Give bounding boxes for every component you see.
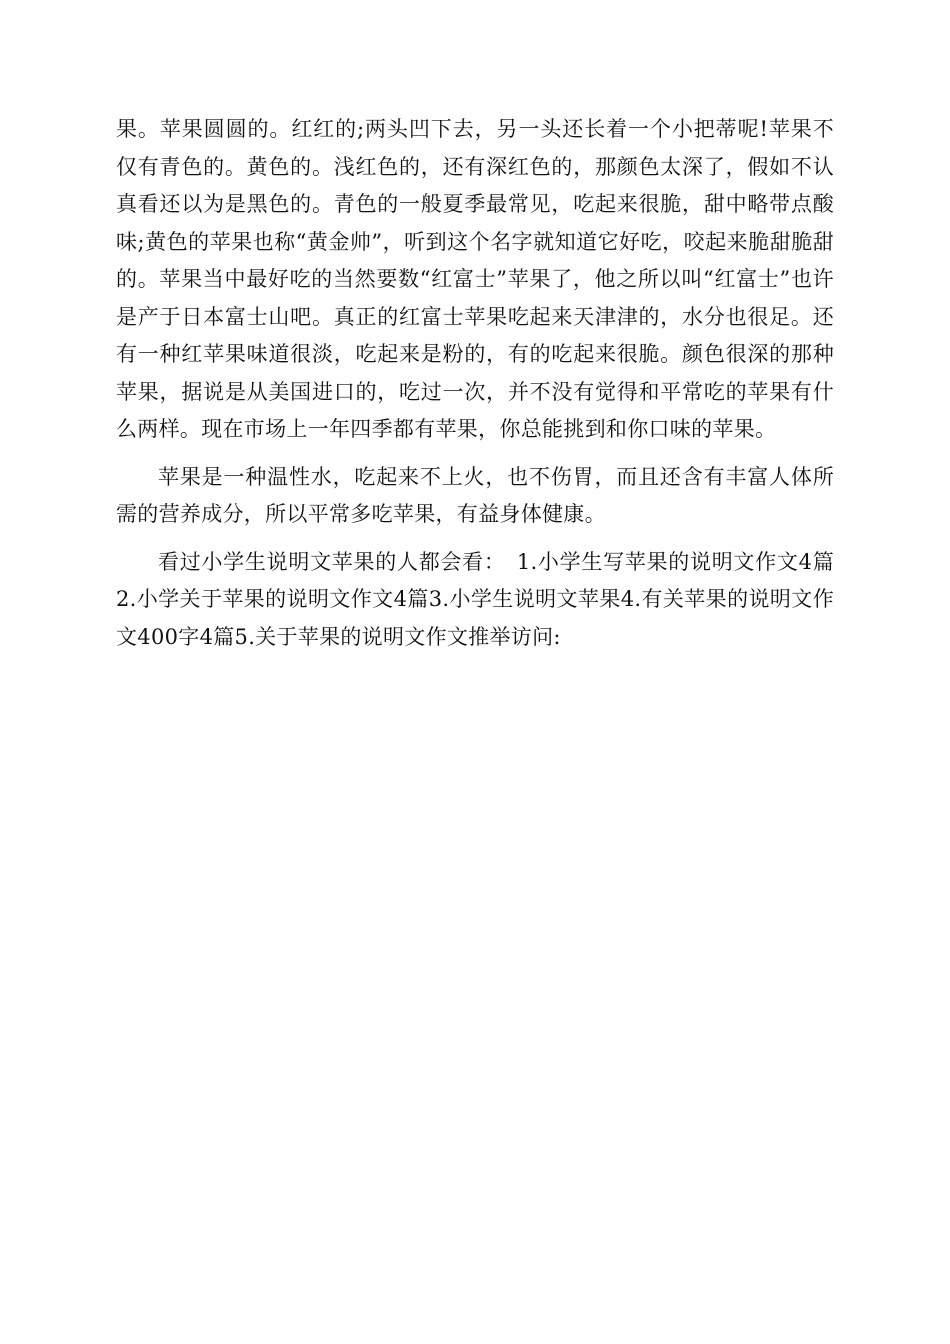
paragraph-apple-description: 果。苹果圆圆的。红红的;两头凹下去，另一头还长着一个小把蒂呢!苹果不仅有青色的。黄色的。浅红色的，还有深红色的，那颜色太深了，假如不认真看还以为是黑色的。青色的一般夏季最常见，吃起来很脆，甜中略带点酸味;黄色的苹果也称“黄金帅”，听到这个名字就知道它好吃，咬起来脆甜脆甜的。苹果当中最好吃的当然要数“红富士”苹果了，他之所以叫“红富士”也许是产于日本富士山吧。真正的红富士苹果吃起来天津津的，水分也很足。还有一种红苹果味道很淡，吃起来是粉的，有的吃起来很脆。颜色很深的那种苹果，据说是从美国进口的，吃过一次，并不没有觉得和平常吃的苹果有什么两样。现在市场上一年四季都有苹果，你总能挑到和你口味的苹果。 (116, 117, 834, 441)
document-body (116, 111, 834, 656)
paragraph-apple-health: 苹果是一种温性水，吃起来不上火，也不伤胃，而且还含有丰富人体所需的营养成分，所以平常多吃苹果，有益身体健康。 (116, 464, 834, 526)
paragraph-related-articles: 看过小学生说明文苹果的人都会看： 1.小学生写苹果的说明文作文4篇2.小学关于苹果的说明文作文4篇3.小学生说明文苹果4.有关苹果的说明文作文400字4篇5.关于苹果的说明文作文推举访问: (116, 549, 834, 649)
